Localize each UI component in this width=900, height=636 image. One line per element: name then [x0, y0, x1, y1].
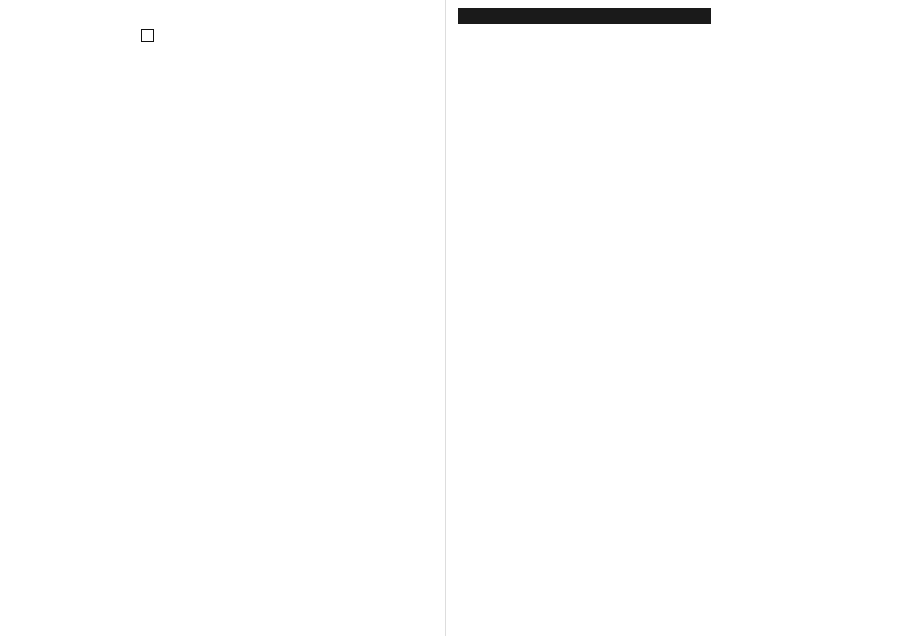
page-divider — [445, 0, 446, 636]
score-page — [0, 0, 440, 636]
rehearsal-mark — [141, 29, 154, 42]
catalog-banner — [458, 8, 711, 24]
score-staff-system — [0, 0, 440, 636]
catalog-page — [452, 0, 900, 636]
